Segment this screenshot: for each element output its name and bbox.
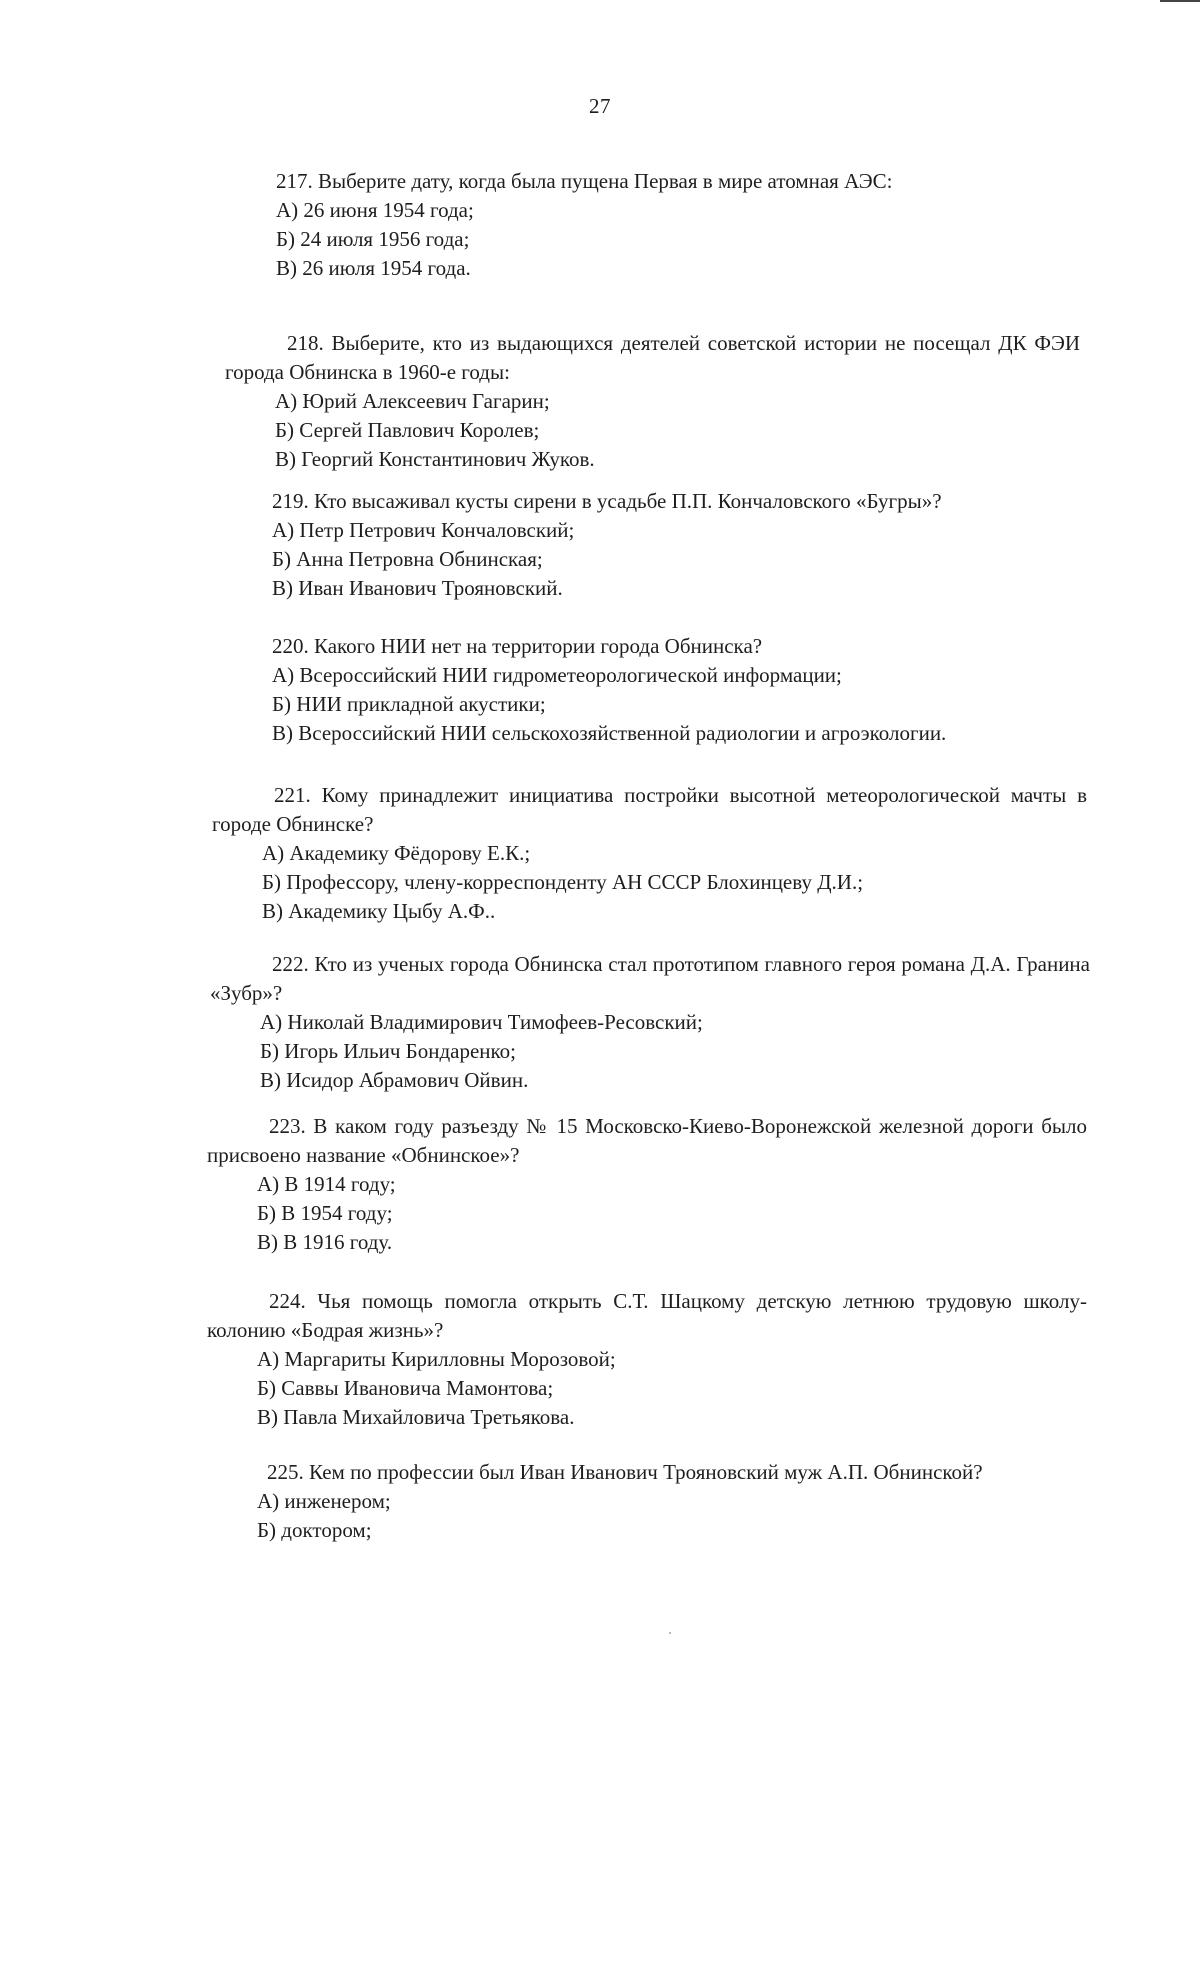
- answer-option-a: А) Петр Петрович Кончаловский;: [272, 518, 575, 542]
- answer-option-a: А) Академику Фёдорову Е.К.;: [262, 841, 531, 865]
- question-text: 223. В каком году разъезду № 15 Московско-Киево-Воронежской железной дороги было присвоено название «Обнинское»?: [207, 1114, 1087, 1167]
- answer-options: [205, 1487, 1087, 1545]
- page-number: 27: [589, 94, 611, 118]
- answer-option-a: А) Николай Владимирович Тимофеев-Ресовский;: [260, 1010, 703, 1034]
- answer-options: [272, 661, 1092, 748]
- answer-option-a: А) Всероссийский НИИ гидрометеорологической информации;: [272, 663, 842, 687]
- answer-option-b: Б) доктором;: [257, 1518, 372, 1542]
- question-text: 224. Чья помощь помогла открыть С.Т. Шацкому детскую летнюю трудовую школу-колонию «Бодрая жизнь»?: [207, 1289, 1087, 1342]
- answer-options: [225, 387, 1080, 474]
- question-220: [272, 632, 1092, 748]
- answer-options: [272, 516, 1072, 603]
- question-218: [225, 329, 1080, 474]
- answer-option-a: А) 26 июня 1954 года;: [276, 198, 474, 222]
- question-text: 222. Кто из ученых города Обнинска стал прототипом главного героя романа Д.А. Гранина «Зубр»?: [210, 952, 1090, 1005]
- question-221: [212, 781, 1087, 926]
- question-text: 225. Кем по профессии был Иван Иванович Трояновский муж А.П. Обнинской?: [267, 1460, 983, 1484]
- answer-option-b: Б) В 1954 году;: [257, 1201, 393, 1225]
- question-217: [276, 167, 1036, 283]
- answer-options: [207, 1170, 1087, 1257]
- question-text: 221. Кому принадлежит инициатива постройки высотной метеорологической мачты в городе Обнинске?: [212, 783, 1087, 836]
- answer-option-b: Б) Игорь Ильич Бондаренко;: [260, 1039, 516, 1063]
- question-224: [207, 1287, 1087, 1432]
- question-225: [205, 1458, 1087, 1545]
- answer-option-b: Б) Анна Петровна Обнинская;: [272, 547, 543, 571]
- answer-option-a: А) Юрий Алексеевич Гагарин;: [275, 389, 550, 413]
- question-text: 217. Выберите дату, когда была пущена Первая в мире атомная АЭС:: [276, 169, 893, 193]
- answer-option-b: Б) Профессору, члену-корреспонденту АН СССР Блохинцеву Д.И.;: [262, 870, 864, 894]
- answer-option-c: В) Исидор Абрамович Ойвин.: [260, 1068, 529, 1092]
- question-219: [272, 487, 1072, 603]
- answer-option-c: В) Иван Иванович Трояновский.: [272, 576, 563, 600]
- scan-edge-mark: [1160, 0, 1200, 2]
- question-223: [207, 1112, 1087, 1257]
- answer-options: [210, 1008, 1090, 1095]
- scan-speck: [669, 1632, 671, 1634]
- answer-options: [276, 196, 1036, 283]
- answer-option-a: А) В 1914 году;: [257, 1172, 396, 1196]
- question-222: [210, 950, 1090, 1095]
- answer-option-c: В) Всероссийский НИИ сельскохозяйственной радиологии и агроэкологии.: [272, 721, 947, 745]
- answer-option-c: В) Академику Цыбу А.Ф..: [262, 899, 496, 923]
- answer-options: [212, 839, 1087, 926]
- question-text: 219. Кто высаживал кусты сирени в усадьбе П.П. Кончаловского «Бугры»?: [272, 489, 942, 513]
- question-text: 220. Какого НИИ нет на территории города Обнинска?: [272, 634, 763, 658]
- answer-option-c: В) Павла Михайловича Третьякова.: [257, 1405, 575, 1429]
- answer-option-b: Б) 24 июля 1956 года;: [276, 227, 470, 251]
- answer-option-c: В) В 1916 году.: [257, 1230, 393, 1254]
- answer-option-a: А) Маргариты Кирилловны Морозовой;: [257, 1347, 616, 1371]
- answer-option-b: Б) Саввы Ивановича Мамонтова;: [257, 1376, 554, 1400]
- answer-option-b: Б) Сергей Павлович Королев;: [275, 418, 540, 442]
- answer-option-c: В) 26 июля 1954 года.: [276, 256, 471, 280]
- question-text: 218. Выберите, кто из выдающихся деятелей советской истории не посещал ДК ФЭИ города Обнинска в 1960-е годы:: [225, 331, 1080, 384]
- answer-option-b: Б) НИИ прикладной акустики;: [272, 692, 546, 716]
- answer-option-a: А) инженером;: [257, 1489, 391, 1513]
- answer-option-c: В) Георгий Константинович Жуков.: [275, 447, 595, 471]
- answer-options: [207, 1345, 1087, 1432]
